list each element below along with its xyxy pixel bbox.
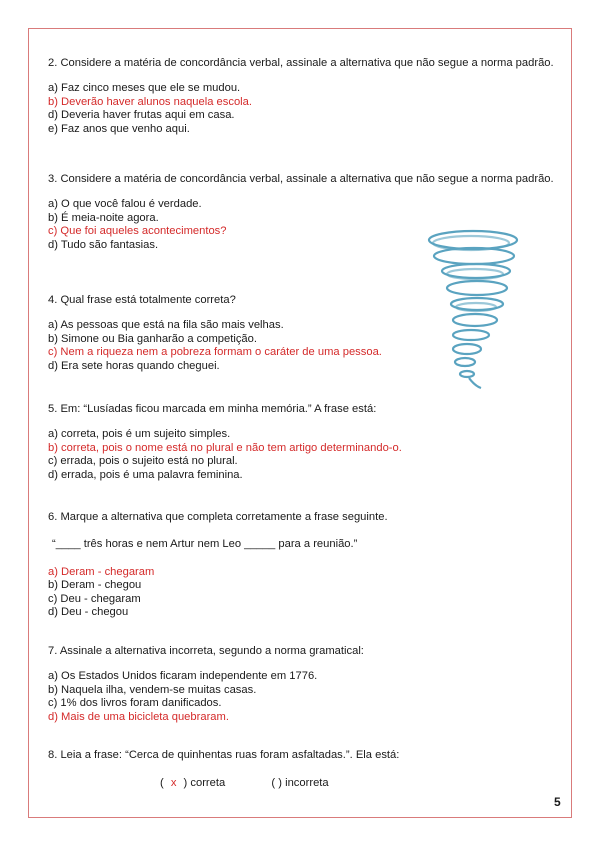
question-5-option-a: a) correta, pois é um sujeito simples. [48, 428, 231, 441]
question-4-option-c-answer: c) Nem a riqueza nem a pobreza formam o caráter de uma pessoa. [48, 346, 382, 359]
question-7 [48, 645, 560, 724]
question-6-option-c: c) Deu - chegaram [48, 592, 141, 605]
question-5-stem: 5. Em: “Lusíadas ficou marcada em minha memória.” A frase está: [48, 403, 377, 415]
paren-open: ( [160, 777, 164, 789]
question-8 [48, 749, 560, 774]
question-2-stem: 2. Considere a matéria de concordância verbal, assinale a alternativa que não segue a norma padrão. [48, 57, 554, 69]
tornado-icon [425, 226, 525, 396]
question-3-option-a: a) O que você falou é verdade. [48, 198, 202, 211]
question-3-stem: 3. Considere a matéria de concordância verbal, assinale a alternativa que não segue a norma padrão. [48, 173, 554, 185]
question-2-option-a: a) Faz cinco meses que ele se mudou. [48, 82, 241, 95]
question-5-option-d: d) errada, pois é uma palavra feminina. [48, 468, 243, 481]
question-6 [48, 511, 560, 619]
question-5 [48, 403, 560, 482]
question-4-option-d: d) Era sete horas quando cheguei. [48, 359, 220, 372]
question-6-option-d: d) Deu - chegou [48, 606, 129, 619]
question-5-option-c: c) errada, pois o sujeito está no plural. [48, 455, 238, 468]
correct-label: ) correta [183, 777, 226, 789]
question-7-option-c: c) 1% dos livros foram danificados. [48, 697, 222, 710]
question-2-option-b-answer: b) Deverão haver alunos naquela escola. [48, 95, 252, 108]
question-3-option-c-answer: c) Que foi aqueles acontecimentos? [48, 225, 227, 238]
incorrect-label: ( ) incorreta [271, 777, 329, 789]
question-5-option-b-answer: b) correta, pois o nome está no plural e não tem artigo determinando-o. [48, 441, 402, 454]
question-4-option-a: a) As pessoas que está na fila são mais velhas. [48, 319, 284, 332]
page-number: 5 [554, 795, 561, 809]
question-8-answer-line [160, 777, 329, 789]
question-6-sentence: “____ três horas e nem Artur nem Leo _____ para a reunião.” [52, 538, 358, 551]
answer-mark-x: x [170, 777, 177, 789]
question-6-option-a-answer: a) Deram - chegaram [48, 565, 155, 578]
question-8-stem: 8. Leia a frase: “Cerca de quinhentas ruas foram asfaltadas.”. Ela está: [48, 749, 400, 761]
question-3-option-d: d) Tudo são fantasias. [48, 238, 159, 251]
question-7-option-a: a) Os Estados Unidos ficaram independente em 1776. [48, 670, 318, 683]
question-6-option-b: b) Deram - chegou [48, 579, 142, 592]
question-7-option-b: b) Naquela ilha, vendem-se muitas casas. [48, 683, 257, 696]
question-2 [48, 57, 560, 136]
question-2-option-e: e) Faz anos que venho aqui. [48, 122, 190, 135]
question-4-option-b: b) Simone ou Bia ganharão a competição. [48, 332, 257, 345]
question-6-stem: 6. Marque a alternativa que completa corretamente a frase seguinte. [48, 511, 388, 523]
question-7-stem: 7. Assinale a alternativa incorreta, segundo a norma gramatical: [48, 645, 364, 657]
question-4-stem: 4. Qual frase está totalmente correta? [48, 294, 236, 306]
question-7-option-d-answer: d) Mais de uma bicicleta quebraram. [48, 710, 229, 723]
question-3-option-b: b) É meia-noite agora. [48, 211, 159, 224]
question-2-option-d: d) Deveria haver frutas aqui em casa. [48, 109, 235, 122]
